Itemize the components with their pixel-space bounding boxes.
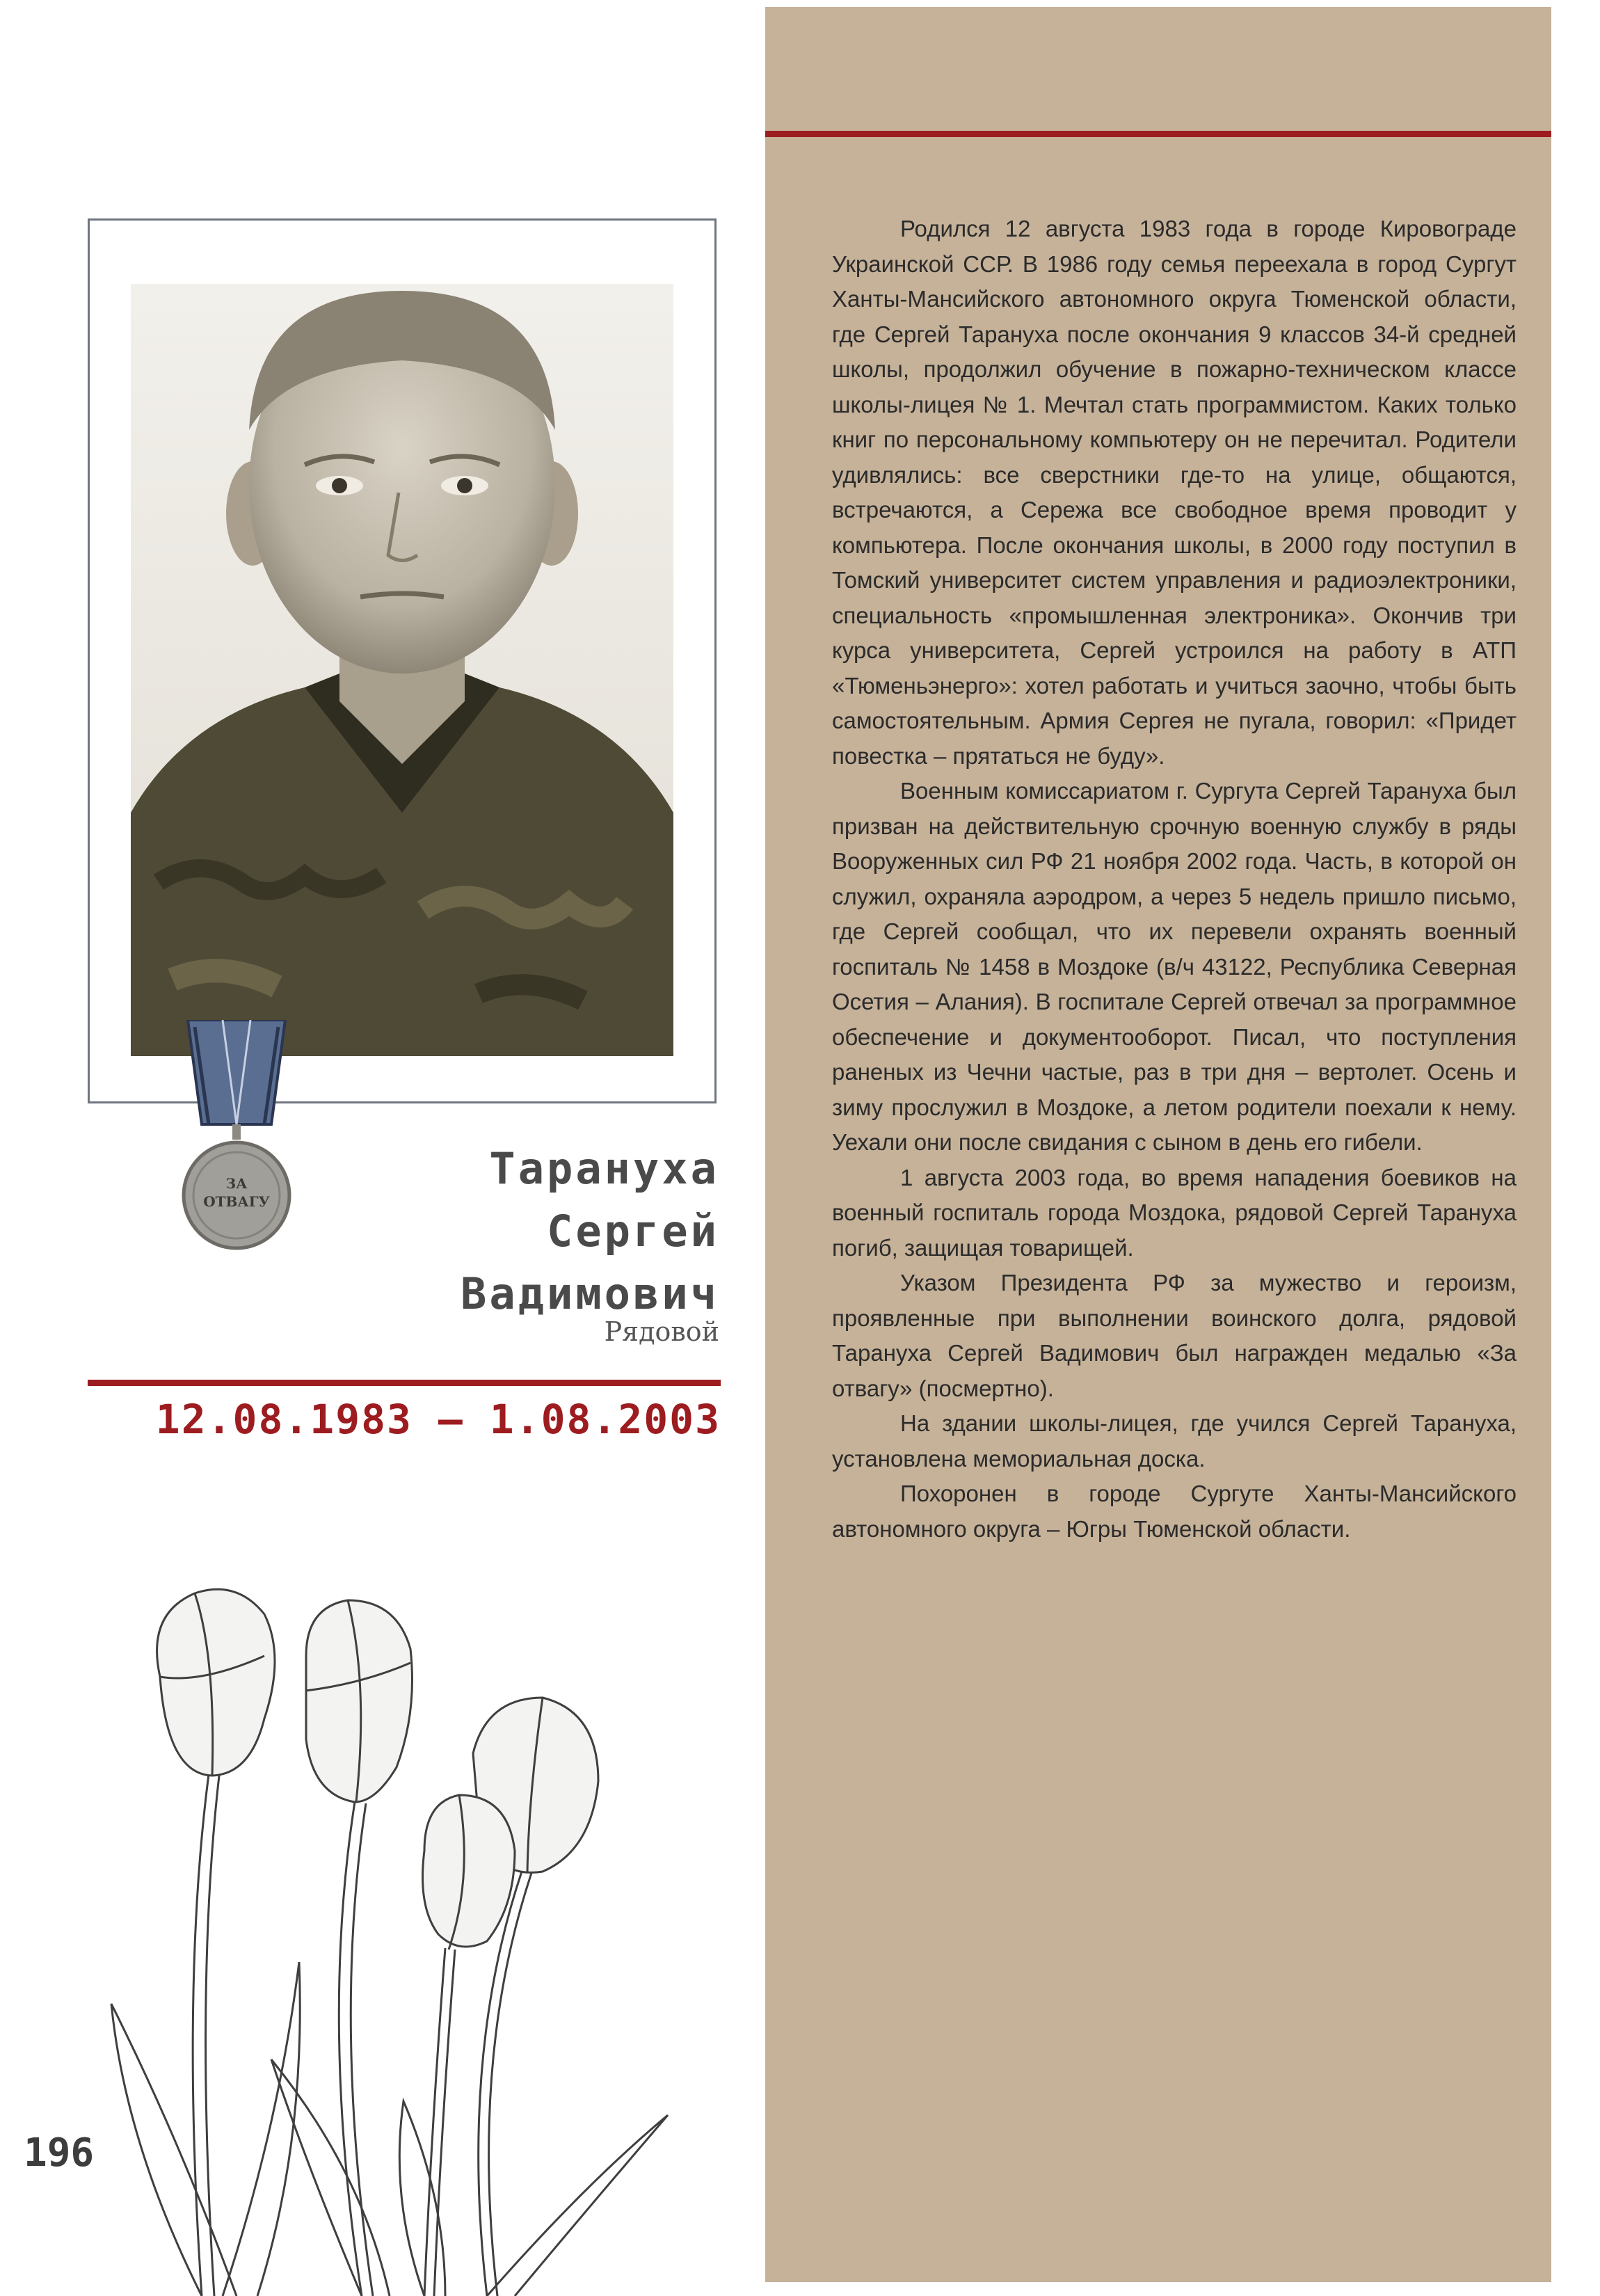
bio-paragraph: Указом Президента РФ за мужество и героизм, проявленные при выполнении воинского долга, рядовой Тарануха Сергей Вадимович был награжден медалью «За отвагу» (посмертно).: [832, 1270, 1517, 1401]
patronymic: Вадимович: [461, 1268, 719, 1319]
bio-paragraph: 1 августа 2003 года, во время нападения боевиков на военный госпиталь города Моздока, рядовой Сергей Тарануха погиб, защищая товарищей.: [832, 1164, 1517, 1261]
bio-paragraph: Военным комиссариатом г. Сургута Сергей Тарануха был призван на действительную срочную военную службу в ряды Вооруженных сил РФ 21 ноября 2002 года. Часть, в которой он служил, охраняла аэродром, а через 5 недель пришло письмо, где Сергей сообщал, что их перевели охранять военный госпиталь № 1458 в Моздоке (в/ч 43122, Республика Северная Осетия – Алания). В госпитале Сергей отвечал за программное обеспечение и документооборот. Писал, что поступления раненых из Чечни частые, раз в три дня – вертолет. Осень и зиму прослужил в Моздоке, а летом родители поехали к нему. Уехали они после свидания с сыном в день его гибели.: [832, 778, 1517, 1155]
page-number: 196: [24, 2130, 95, 2176]
name-divider: [88, 1380, 721, 1386]
given-name: Сергей: [547, 1206, 719, 1257]
biography-text: [832, 212, 1517, 1547]
bio-paragraph: На здании школы-лицея, где учился Сергей Тарануха, установлена мемориальная доска.: [832, 1410, 1517, 1472]
military-rank: Рядовой: [604, 1316, 719, 1347]
portrait-photo: [131, 284, 673, 1056]
medal-inscription-bottom: ОТВАГУ: [203, 1193, 270, 1210]
person-name: [461, 1138, 719, 1325]
surname: Тарануха: [489, 1143, 719, 1194]
medal-inscription-top: ЗА: [225, 1175, 248, 1192]
medal-for-courage-icon: [174, 1020, 299, 1257]
tulips-illustration: [97, 1572, 696, 2296]
top-red-rule: [765, 131, 1551, 137]
bio-paragraph: Похоронен в городе Сургуте Ханты-Мансийского автономного округа – Югры Тюменской области.: [832, 1481, 1517, 1542]
life-dates: 12.08.1983 – 1.08.2003: [155, 1396, 721, 1443]
bio-paragraph: Родился 12 августа 1983 года в городе Кировограде Украинской ССР. В 1986 году семья переехала в город Сургут Ханты-Мансийского автономного округа Тюменской области, где Сергей Тарануха после окончания 9 классов 34-й средней школы, продолжил обучение в пожарно-техническом классе школы-лицея № 1. Мечтал стать программистом. Каких только книг по персональному компьютеру он не перечитал. Родители удивлялись: все сверстники где-то на улице, общаются, встречаются, а Сережа все свободное время проводит у компьютера. После окончания школы, в 2000 году поступил в Томский университет систем управления и радиоэлектроники, специальность «промышленная электроника». Окончив три курса университета, Сергей устроился на работу в АТП «Тюменьэнерго»: хотел работать и учиться заочно, чтобы быть самостоятельным. Армия Сергея не пугала, говорил: «Придет повестка – прятаться не буду».: [832, 216, 1517, 769]
